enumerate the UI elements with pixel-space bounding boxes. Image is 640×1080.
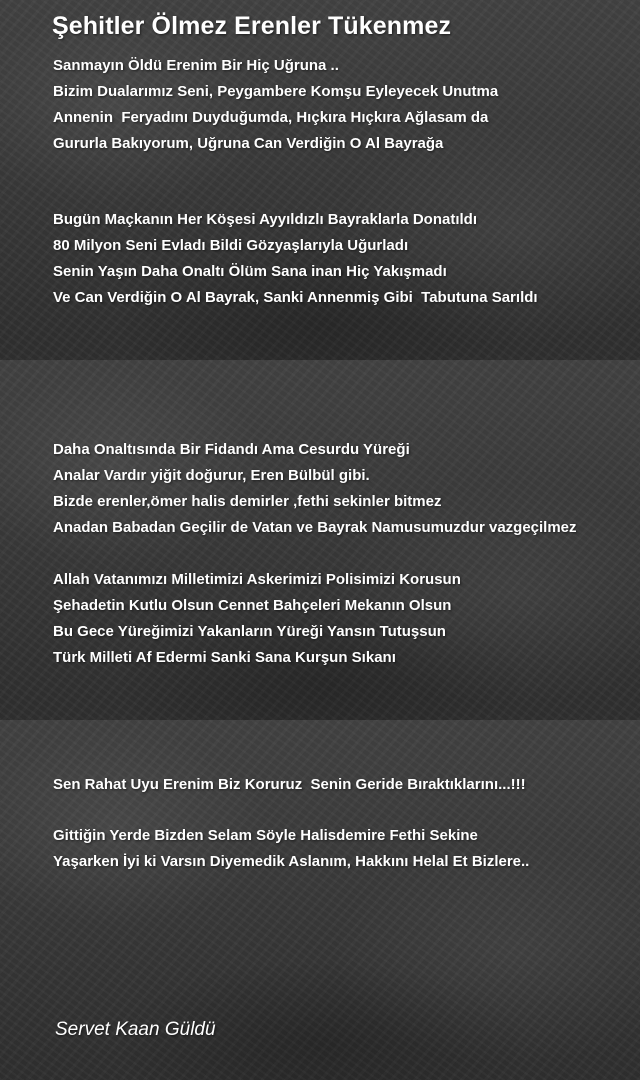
- poem-line: Bizim Dualarımız Seni, Peygambere Komşu Eyleyecek Unutma: [53, 83, 499, 100]
- poem-line: Sanmayın Öldü Erenim Bir Hiç Uğruna ..: [53, 57, 339, 74]
- poem-panel-2: [0, 360, 640, 720]
- poem-line: Bizde erenler,ömer halis demirler ,fethi sekinler bitmez: [53, 493, 442, 510]
- poem-line: Türk Milleti Af Edermi Sanki Sana Kurşun Sıkanı: [53, 649, 396, 666]
- stanza-6: [53, 823, 529, 875]
- stanza-5: [53, 772, 526, 798]
- poem-author: Servet Kaan Güldü: [55, 1019, 216, 1040]
- poem-line: Gittiğin Yerde Bizden Selam Söyle Halisdemire Fethi Sekine: [53, 827, 478, 844]
- poem-line: 80 Milyon Seni Evladı Bildi Gözyaşlarıyla Uğurladı: [53, 237, 409, 254]
- poem-line: Anadan Babadan Geçilir de Vatan ve Bayrak Namusumuzdur vazgeçilmez: [53, 519, 577, 536]
- poem-line: Sen Rahat Uyu Erenim Biz Koruruz Senin Geride Bıraktıklarını...!!!: [53, 776, 526, 793]
- stanza-3: [53, 437, 577, 541]
- poem-title: Şehitler Ölmez Erenler Tükenmez: [52, 12, 452, 40]
- poem-line: Şehadetin Kutlu Olsun Cennet Bahçeleri Mekanın Olsun: [53, 597, 452, 614]
- poem-line: Yaşarken İyi ki Varsın Diyemedik Aslanım, Hakkını Helal Et Bizlere..: [53, 853, 530, 870]
- stanza-4: [53, 567, 461, 671]
- poem-panel-3: [0, 720, 640, 1080]
- poem-line: Allah Vatanımızı Milletimizi Askerimizi Polisimizi Korusun: [53, 571, 461, 588]
- poem-line: Gururla Bakıyorum, Uğruna Can Verdiğin O Al Bayrağa: [53, 135, 444, 152]
- poem-line: Bugün Maçkanın Her Köşesi Ayyıldızlı Bayraklarla Donatıldı: [53, 211, 478, 228]
- stanza-2: [53, 207, 538, 311]
- stanza-1: [53, 53, 498, 157]
- poem-line: Bu Gece Yüreğimizi Yakanların Yüreği Yansın Tutuşsun: [53, 623, 446, 640]
- poem-line: Ve Can Verdiğin O Al Bayrak, Sanki Annenmiş Gibi Tabutuna Sarıldı: [53, 289, 538, 306]
- poem-line: Daha Onaltısında Bir Fidandı Ama Cesurdu Yüreği: [53, 441, 410, 458]
- poem-panel-1: [0, 0, 640, 360]
- poem-line: Analar Vardır yiğit doğurur, Eren Bülbül gibi.: [53, 467, 370, 484]
- poem-line: Senin Yaşın Daha Onaltı Ölüm Sana inan Hiç Yakışmadı: [53, 263, 447, 280]
- poem-line: Annenin Feryadını Duyduğumda, Hıçkıra Hıçkıra Ağlasam da: [53, 109, 489, 126]
